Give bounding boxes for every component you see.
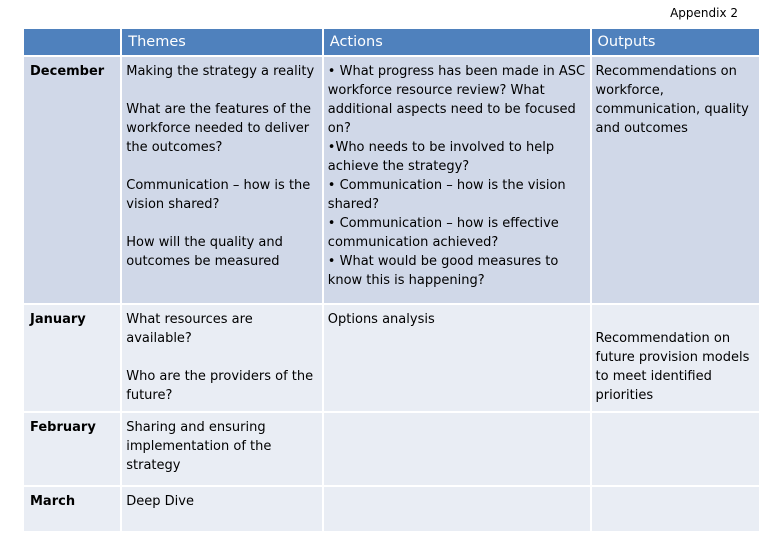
appendix-label: Appendix 2	[670, 6, 738, 20]
header-actions: Actions	[324, 29, 590, 55]
themes-cell	[122, 487, 322, 531]
month-cell: January	[24, 305, 120, 411]
theme-item: Making the strategy a reality	[126, 64, 315, 79]
action-item: • Communication – how is the vision shared?	[327, 178, 566, 212]
outputs-cell	[592, 487, 759, 531]
outputs-cell	[592, 413, 759, 485]
themes-cell	[122, 57, 322, 303]
theme-item: Who are the providers of the future?	[126, 369, 314, 403]
outputs-cell: Recommendations on workforce, communication, quality and outcomes	[592, 57, 759, 303]
action-item: • Communication – how is effective communication achieved?	[327, 216, 559, 250]
header-outputs: Outputs	[592, 29, 759, 55]
theme-item: What resources are available?	[126, 312, 253, 346]
table-row	[24, 57, 759, 303]
header-themes: Themes	[122, 29, 322, 55]
actions-cell: Options analysis	[324, 305, 590, 411]
header-row	[24, 29, 759, 55]
action-item: • What progress has been made in ASC workforce resource review? What additional aspects need to be focused on?	[327, 64, 586, 136]
month-cell: December	[24, 57, 120, 303]
table-row	[24, 305, 759, 411]
theme-item: Deep Dive	[126, 494, 194, 509]
table-row	[24, 413, 759, 485]
theme-item: What are the features of the workforce needed to deliver the outcomes?	[126, 102, 311, 155]
actions-cell	[324, 57, 590, 303]
action-item: •Who needs to be involved to help achieve the strategy?	[327, 140, 555, 174]
theme-item: Sharing and ensuring implementation of the strategy	[126, 420, 272, 473]
workplan-table	[22, 27, 761, 533]
actions-cell	[324, 413, 590, 485]
table-row	[24, 487, 759, 531]
header-month	[24, 29, 120, 55]
output-item: Recommendation on future provision models to meet identified priorities	[595, 331, 750, 403]
month-cell: March	[24, 487, 120, 531]
action-item: • What would be good measures to know this is happening?	[327, 254, 559, 288]
theme-item: How will the quality and outcomes be measured	[126, 235, 283, 269]
month-cell: February	[24, 413, 120, 485]
themes-cell	[122, 305, 322, 411]
themes-cell	[122, 413, 322, 485]
theme-item: Communication – how is the vision shared?	[126, 178, 311, 212]
outputs-cell	[592, 305, 759, 411]
actions-cell	[324, 487, 590, 531]
